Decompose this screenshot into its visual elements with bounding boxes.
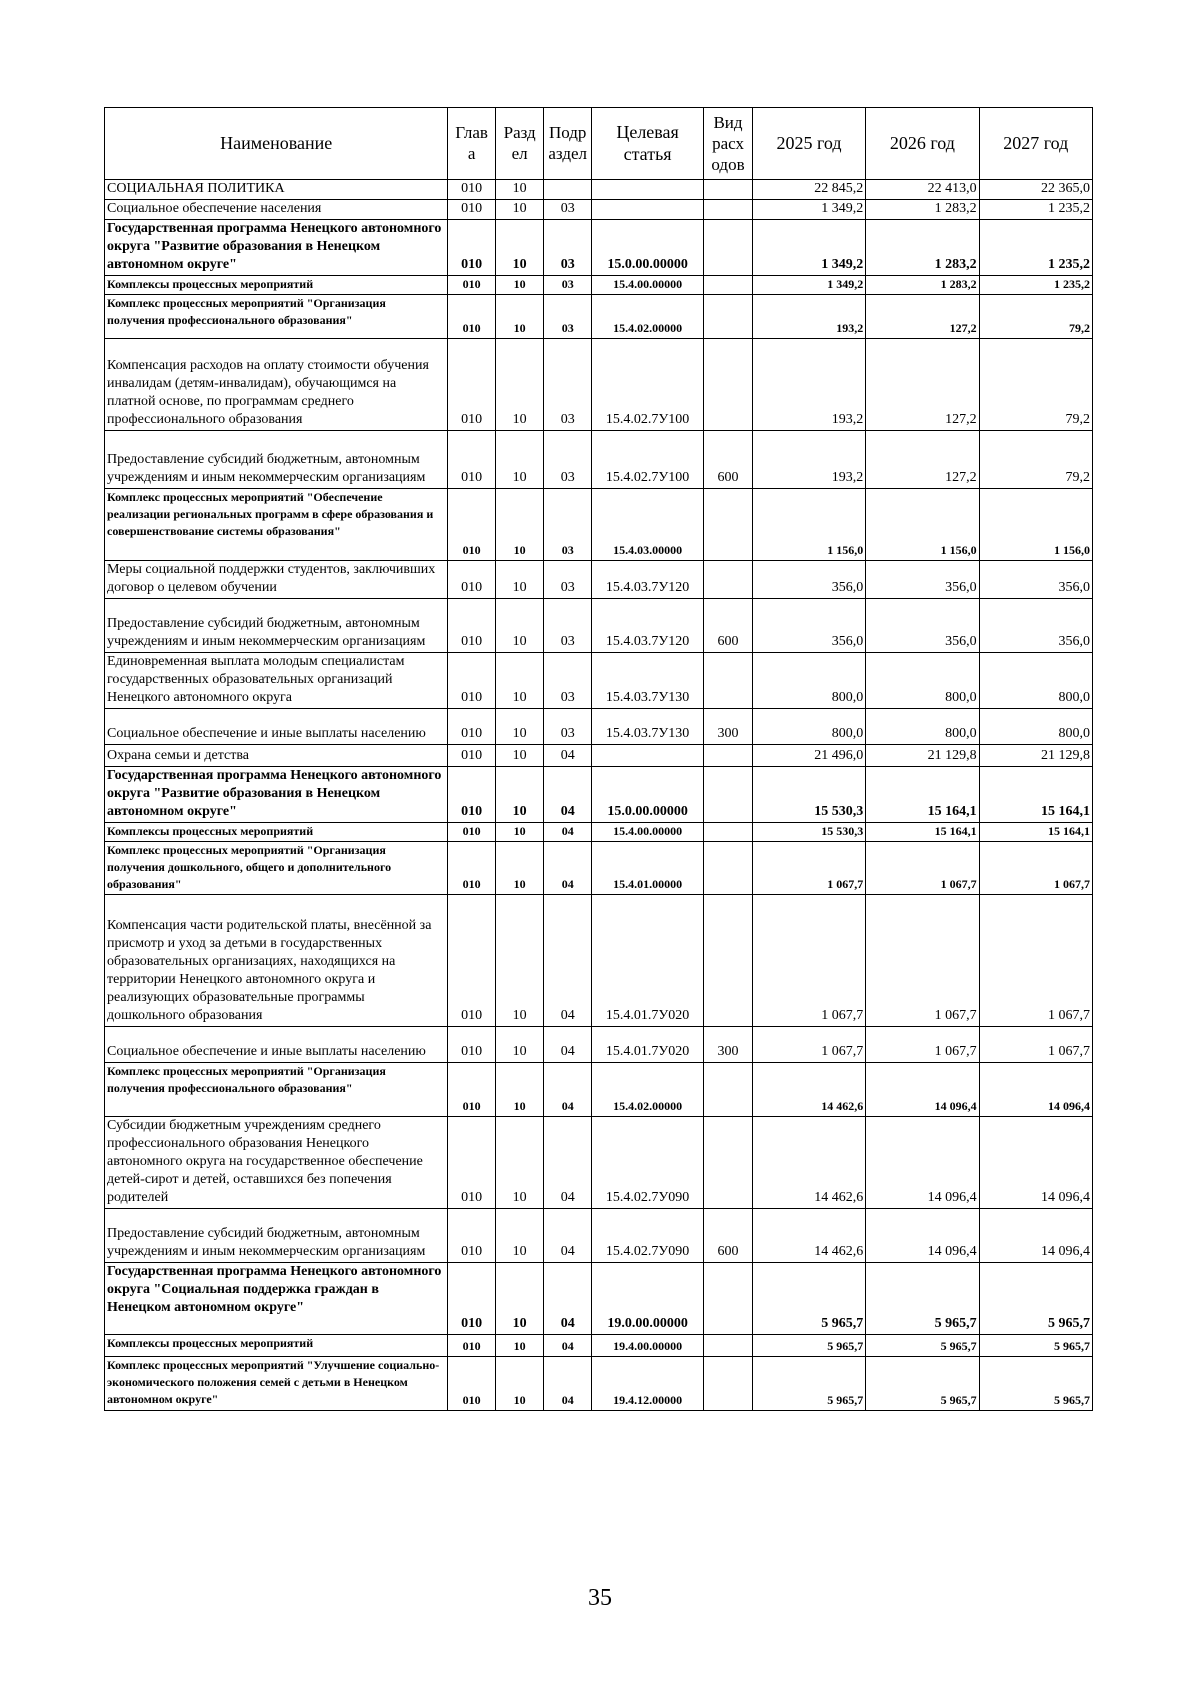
cell-y2026: 14 096,4 (866, 1209, 979, 1263)
cell-y2026: 5 965,7 (866, 1357, 979, 1411)
cell-glava: 010 (448, 1027, 496, 1063)
cell-podrazdel: 04 (544, 895, 592, 1027)
cell-glava: 010 (448, 1063, 496, 1117)
table-row (105, 1263, 1093, 1335)
cell-glava: 010 (448, 1263, 496, 1335)
cell-name: Меры социальной поддержки студентов, заключивших договор о целевом обучении (105, 561, 448, 599)
cell-vid (704, 489, 753, 561)
table-row (105, 431, 1093, 489)
cell-y2027: 79,2 (979, 339, 1092, 431)
cell-razdel: 10 (495, 180, 544, 200)
cell-razdel: 10 (495, 842, 544, 895)
cell-podrazdel: 03 (544, 561, 592, 599)
col-header-razdel: Разд ел (495, 108, 544, 180)
cell-razdel: 10 (495, 1335, 544, 1357)
col-header-vid: Вид расх одов (704, 108, 753, 180)
cell-y2025: 800,0 (752, 653, 865, 709)
cell-y2027: 5 965,7 (979, 1335, 1092, 1357)
cell-vid (704, 180, 753, 200)
cell-name: Единовременная выплата молодым специалистам государственных образовательных организаций Ненецкого автономного округа (105, 653, 448, 709)
cell-podrazdel: 04 (544, 767, 592, 823)
cell-glava: 010 (448, 653, 496, 709)
table-row (105, 745, 1093, 767)
budget-sheet (104, 107, 1093, 1411)
col-header-glava: Глав а (448, 108, 496, 180)
cell-name: Государственная программа Ненецкого автономного округа "Развитие образования в Ненецком автономном округе" (105, 767, 448, 823)
cell-y2027: 1 067,7 (979, 1027, 1092, 1063)
cell-y2027: 1 235,2 (979, 276, 1092, 295)
cell-y2026: 356,0 (866, 561, 979, 599)
table-row (105, 220, 1093, 276)
cell-y2026: 1 283,2 (866, 276, 979, 295)
cell-vid (704, 823, 753, 842)
cell-y2026: 1 283,2 (866, 220, 979, 276)
table-row (105, 200, 1093, 220)
cell-name: Социальное обеспечение и иные выплаты населению (105, 709, 448, 745)
cell-podrazdel: 04 (544, 1335, 592, 1357)
cell-statya: 15.4.03.00000 (591, 489, 703, 561)
cell-glava: 010 (448, 1335, 496, 1357)
cell-razdel: 10 (495, 823, 544, 842)
table-row (105, 599, 1093, 653)
budget-table (104, 107, 1093, 1411)
cell-name: Предоставление субсидий бюджетным, автономным учреждениям и иным некоммерческим организациям (105, 431, 448, 489)
cell-name: Компенсация расходов на оплату стоимости обучения инвалидам (детям-инвалидам), обучающимся на платной основе, по программам среднего профессионального образования (105, 339, 448, 431)
cell-vid (704, 339, 753, 431)
cell-glava: 010 (448, 1117, 496, 1209)
cell-statya (591, 180, 703, 200)
cell-y2025: 15 530,3 (752, 823, 865, 842)
cell-podrazdel: 03 (544, 200, 592, 220)
cell-y2027: 1 067,7 (979, 842, 1092, 895)
cell-y2025: 1 067,7 (752, 1027, 865, 1063)
cell-vid (704, 1263, 753, 1335)
cell-podrazdel: 04 (544, 842, 592, 895)
cell-y2026: 5 965,7 (866, 1335, 979, 1357)
cell-y2025: 800,0 (752, 709, 865, 745)
cell-name: Компенсация части родительской платы, внесённой за присмотр и уход за детьми в государственных образовательных организациях, находящихся на территории Ненецкого автономного округа и реализующих образовательные программы дошкольного образования (105, 895, 448, 1027)
cell-glava: 010 (448, 561, 496, 599)
cell-razdel: 10 (495, 895, 544, 1027)
cell-name: Комплекс процессных мероприятий "Организация получения дошкольного, общего и дополнительного образования" (105, 842, 448, 895)
cell-y2027: 1 156,0 (979, 489, 1092, 561)
cell-y2025: 1 067,7 (752, 842, 865, 895)
cell-y2025: 5 965,7 (752, 1357, 865, 1411)
cell-glava: 010 (448, 767, 496, 823)
cell-podrazdel: 04 (544, 823, 592, 842)
cell-vid: 600 (704, 599, 753, 653)
cell-y2026: 127,2 (866, 339, 979, 431)
cell-vid (704, 1063, 753, 1117)
cell-y2025: 1 349,2 (752, 220, 865, 276)
cell-glava: 010 (448, 200, 496, 220)
cell-razdel: 10 (495, 1117, 544, 1209)
cell-name: Охрана семьи и детства (105, 745, 448, 767)
cell-glava: 010 (448, 180, 496, 200)
cell-glava: 010 (448, 220, 496, 276)
cell-vid (704, 842, 753, 895)
cell-vid: 600 (704, 431, 753, 489)
cell-vid (704, 220, 753, 276)
col-header-name: Наименование (105, 108, 448, 180)
cell-y2025: 21 496,0 (752, 745, 865, 767)
cell-vid (704, 200, 753, 220)
col-header-statya: Целевая статья (591, 108, 703, 180)
cell-vid (704, 653, 753, 709)
cell-name: Комплекс процессных мероприятий "Улучшение социально-экономического положения семей с детьми в Ненецком автономном округе" (105, 1357, 448, 1411)
table-row (105, 489, 1093, 561)
cell-glava: 010 (448, 895, 496, 1027)
cell-y2027: 800,0 (979, 653, 1092, 709)
cell-podrazdel: 03 (544, 276, 592, 295)
cell-razdel: 10 (495, 709, 544, 745)
cell-y2027: 14 096,4 (979, 1209, 1092, 1263)
cell-statya: 19.0.00.00000 (591, 1263, 703, 1335)
table-row (105, 1027, 1093, 1063)
table-row (105, 1209, 1093, 1263)
cell-y2026: 14 096,4 (866, 1063, 979, 1117)
cell-statya: 15.4.02.00000 (591, 295, 703, 339)
cell-podrazdel: 04 (544, 1117, 592, 1209)
cell-y2026: 127,2 (866, 431, 979, 489)
cell-y2027: 1 235,2 (979, 200, 1092, 220)
cell-y2027: 356,0 (979, 561, 1092, 599)
cell-vid: 300 (704, 709, 753, 745)
cell-name: Комплекс процессных мероприятий "Организация получения профессионального образования" (105, 295, 448, 339)
table-row (105, 842, 1093, 895)
cell-name: СОЦИАЛЬНАЯ ПОЛИТИКА (105, 180, 448, 200)
cell-razdel: 10 (495, 561, 544, 599)
table-row (105, 339, 1093, 431)
table-row (105, 823, 1093, 842)
cell-name: Комплекс процессных мероприятий "Организация получения профессионального образования" (105, 1063, 448, 1117)
cell-razdel: 10 (495, 745, 544, 767)
cell-glava: 010 (448, 276, 496, 295)
table-row (105, 709, 1093, 745)
cell-razdel: 10 (495, 295, 544, 339)
cell-name: Комплекс процессных мероприятий "Обеспечение реализации региональных программ в сфере образования и совершенствование системы образования" (105, 489, 448, 561)
cell-podrazdel: 03 (544, 295, 592, 339)
cell-y2027: 15 164,1 (979, 767, 1092, 823)
cell-razdel: 10 (495, 1027, 544, 1063)
cell-glava: 010 (448, 339, 496, 431)
cell-podrazdel: 03 (544, 220, 592, 276)
cell-y2025: 22 845,2 (752, 180, 865, 200)
cell-y2027: 5 965,7 (979, 1357, 1092, 1411)
table-row (105, 276, 1093, 295)
cell-razdel: 10 (495, 767, 544, 823)
cell-y2027: 79,2 (979, 431, 1092, 489)
cell-y2027: 5 965,7 (979, 1263, 1092, 1335)
cell-name: Социальное обеспечение и иные выплаты населению (105, 1027, 448, 1063)
cell-y2026: 800,0 (866, 653, 979, 709)
cell-statya: 15.4.02.7У090 (591, 1209, 703, 1263)
cell-vid (704, 1357, 753, 1411)
table-row (105, 561, 1093, 599)
cell-vid (704, 1335, 753, 1357)
cell-statya: 15.0.00.00000 (591, 220, 703, 276)
cell-podrazdel: 03 (544, 653, 592, 709)
cell-y2025: 193,2 (752, 295, 865, 339)
cell-y2026: 22 413,0 (866, 180, 979, 200)
cell-y2027: 1 067,7 (979, 895, 1092, 1027)
cell-name: Государственная программа Ненецкого автономного округа "Развитие образования в Ненецком автономном округе" (105, 220, 448, 276)
table-row (105, 1063, 1093, 1117)
cell-statya: 15.4.00.00000 (591, 276, 703, 295)
cell-razdel: 10 (495, 1357, 544, 1411)
cell-name: Предоставление субсидий бюджетным, автономным учреждениям и иным некоммерческим организациям (105, 599, 448, 653)
col-header-2025: 2025 год (752, 108, 865, 180)
cell-podrazdel: 03 (544, 431, 592, 489)
cell-y2026: 5 965,7 (866, 1263, 979, 1335)
cell-y2026: 14 096,4 (866, 1117, 979, 1209)
table-row (105, 180, 1093, 200)
cell-statya: 15.4.02.7У100 (591, 339, 703, 431)
cell-y2025: 1 349,2 (752, 200, 865, 220)
cell-vid (704, 561, 753, 599)
cell-y2027: 356,0 (979, 599, 1092, 653)
cell-vid (704, 295, 753, 339)
cell-y2027: 21 129,8 (979, 745, 1092, 767)
cell-y2026: 800,0 (866, 709, 979, 745)
cell-razdel: 10 (495, 339, 544, 431)
table-row (105, 295, 1093, 339)
cell-y2025: 5 965,7 (752, 1335, 865, 1357)
cell-y2025: 1 349,2 (752, 276, 865, 295)
cell-podrazdel: 03 (544, 489, 592, 561)
cell-y2026: 1 067,7 (866, 842, 979, 895)
cell-name: Субсидии бюджетным учреждениям среднего профессионального образования Ненецкого автономного округа на государственное обеспечение детей-сирот и детей, оставшихся без попечения родителей (105, 1117, 448, 1209)
cell-glava: 010 (448, 745, 496, 767)
cell-glava: 010 (448, 823, 496, 842)
cell-statya: 15.4.01.7У020 (591, 895, 703, 1027)
cell-statya (591, 200, 703, 220)
cell-name: Социальное обеспечение населения (105, 200, 448, 220)
cell-y2025: 15 530,3 (752, 767, 865, 823)
cell-razdel: 10 (495, 200, 544, 220)
cell-razdel: 10 (495, 276, 544, 295)
cell-statya: 15.4.01.7У020 (591, 1027, 703, 1063)
cell-razdel: 10 (495, 1209, 544, 1263)
cell-vid (704, 895, 753, 1027)
cell-y2025: 5 965,7 (752, 1263, 865, 1335)
cell-glava: 010 (448, 842, 496, 895)
cell-statya: 19.4.12.00000 (591, 1357, 703, 1411)
cell-podrazdel: 04 (544, 745, 592, 767)
table-row (105, 1117, 1093, 1209)
cell-statya (591, 745, 703, 767)
cell-glava: 010 (448, 1357, 496, 1411)
cell-statya: 15.0.00.00000 (591, 767, 703, 823)
cell-y2027: 14 096,4 (979, 1117, 1092, 1209)
cell-y2026: 1 067,7 (866, 1027, 979, 1063)
cell-y2025: 14 462,6 (752, 1063, 865, 1117)
cell-vid: 300 (704, 1027, 753, 1063)
cell-y2027: 14 096,4 (979, 1063, 1092, 1117)
cell-razdel: 10 (495, 431, 544, 489)
cell-y2027: 800,0 (979, 709, 1092, 745)
cell-name: Комплексы процессных мероприятий (105, 276, 448, 295)
cell-y2025: 1 156,0 (752, 489, 865, 561)
cell-y2026: 21 129,8 (866, 745, 979, 767)
cell-vid: 600 (704, 1209, 753, 1263)
cell-y2025: 356,0 (752, 599, 865, 653)
cell-y2025: 14 462,6 (752, 1209, 865, 1263)
table-row (105, 767, 1093, 823)
cell-podrazdel (544, 180, 592, 200)
cell-razdel: 10 (495, 220, 544, 276)
table-body (105, 180, 1093, 1411)
cell-razdel: 10 (495, 1263, 544, 1335)
cell-razdel: 10 (495, 489, 544, 561)
cell-razdel: 10 (495, 653, 544, 709)
cell-podrazdel: 03 (544, 339, 592, 431)
cell-y2025: 193,2 (752, 339, 865, 431)
col-header-2026: 2026 год (866, 108, 979, 180)
cell-podrazdel: 04 (544, 1063, 592, 1117)
cell-y2027: 22 365,0 (979, 180, 1092, 200)
cell-y2026: 15 164,1 (866, 823, 979, 842)
cell-statya: 15.4.03.7У120 (591, 599, 703, 653)
cell-y2026: 356,0 (866, 599, 979, 653)
cell-podrazdel: 03 (544, 709, 592, 745)
cell-podrazdel: 04 (544, 1027, 592, 1063)
cell-y2026: 127,2 (866, 295, 979, 339)
cell-name: Комплексы процессных мероприятий (105, 1335, 448, 1357)
cell-statya: 15.4.03.7У120 (591, 561, 703, 599)
cell-podrazdel: 03 (544, 599, 592, 653)
table-row (105, 895, 1093, 1027)
cell-vid (704, 745, 753, 767)
cell-glava: 010 (448, 295, 496, 339)
cell-y2025: 1 067,7 (752, 895, 865, 1027)
table-row (105, 653, 1093, 709)
cell-razdel: 10 (495, 599, 544, 653)
cell-statya: 15.4.00.00000 (591, 823, 703, 842)
col-header-podrazdel: Подр аздел (544, 108, 592, 180)
cell-vid (704, 1117, 753, 1209)
cell-y2025: 356,0 (752, 561, 865, 599)
cell-razdel: 10 (495, 1063, 544, 1117)
cell-podrazdel: 04 (544, 1263, 592, 1335)
cell-y2027: 79,2 (979, 295, 1092, 339)
cell-y2026: 1 283,2 (866, 200, 979, 220)
cell-statya: 15.4.03.7У130 (591, 653, 703, 709)
cell-glava: 010 (448, 599, 496, 653)
page-number: 35 (588, 1585, 612, 1611)
cell-y2027: 1 235,2 (979, 220, 1092, 276)
cell-statya: 15.4.02.7У090 (591, 1117, 703, 1209)
cell-name: Комплексы процессных мероприятий (105, 823, 448, 842)
cell-y2025: 193,2 (752, 431, 865, 489)
cell-vid (704, 276, 753, 295)
cell-statya: 15.4.03.7У130 (591, 709, 703, 745)
cell-glava: 010 (448, 489, 496, 561)
cell-podrazdel: 04 (544, 1209, 592, 1263)
cell-glava: 010 (448, 431, 496, 489)
cell-y2026: 1 067,7 (866, 895, 979, 1027)
cell-name: Предоставление субсидий бюджетным, автономным учреждениям и иным некоммерческим организациям (105, 1209, 448, 1263)
cell-statya: 15.4.01.00000 (591, 842, 703, 895)
cell-y2027: 15 164,1 (979, 823, 1092, 842)
col-header-2027: 2027 год (979, 108, 1092, 180)
cell-name: Государственная программа Ненецкого автономного округа "Социальная поддержка граждан в Ненецком автономном округе" (105, 1263, 448, 1335)
table-header-row (105, 108, 1093, 180)
cell-statya: 19.4.00.00000 (591, 1335, 703, 1357)
cell-glava: 010 (448, 1209, 496, 1263)
cell-y2025: 14 462,6 (752, 1117, 865, 1209)
table-row (105, 1357, 1093, 1411)
cell-y2026: 1 156,0 (866, 489, 979, 561)
cell-vid (704, 767, 753, 823)
cell-podrazdel: 04 (544, 1357, 592, 1411)
table-row (105, 1335, 1093, 1357)
cell-statya: 15.4.02.00000 (591, 1063, 703, 1117)
cell-y2026: 15 164,1 (866, 767, 979, 823)
cell-glava: 010 (448, 709, 496, 745)
cell-statya: 15.4.02.7У100 (591, 431, 703, 489)
